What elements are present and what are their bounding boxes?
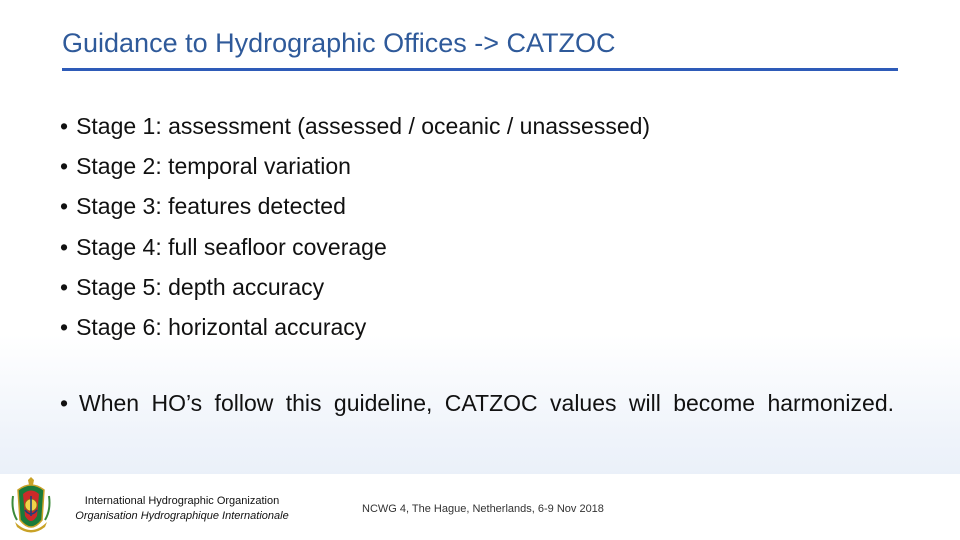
slide-title: Guidance to Hydrographic Offices -> CATZOC [62,28,616,58]
title-underline [62,68,898,71]
stage-item-3: • Stage 3: features detected [60,186,900,226]
stage-item-4: • Stage 4: full seafloor coverage [60,227,900,267]
stage-item-2: • Stage 2: temporal variation [60,146,900,186]
stage-item-6: • Stage 6: horizontal accuracy [60,307,900,347]
org-name-en: International Hydrographic Organization [84,495,280,507]
stage-item-5: • Stage 5: depth accuracy [60,267,900,307]
footer [0,474,960,540]
harmonization-note-text: When HO’s follow this guideline, CATZOC values will become harmonized. [79,390,895,416]
harmonization-note [60,388,904,419]
iho-emblem-icon [9,476,53,538]
org-name-fr: Organisation Hydrographique Internationale [75,510,289,522]
stage-list [60,106,900,347]
stage-item-1: • Stage 1: assessment (assessed / oceanic / unassessed) [60,106,900,146]
event-info: NCWG 4, The Hague, Netherlands, 6-9 Nov 2018 [362,503,604,515]
